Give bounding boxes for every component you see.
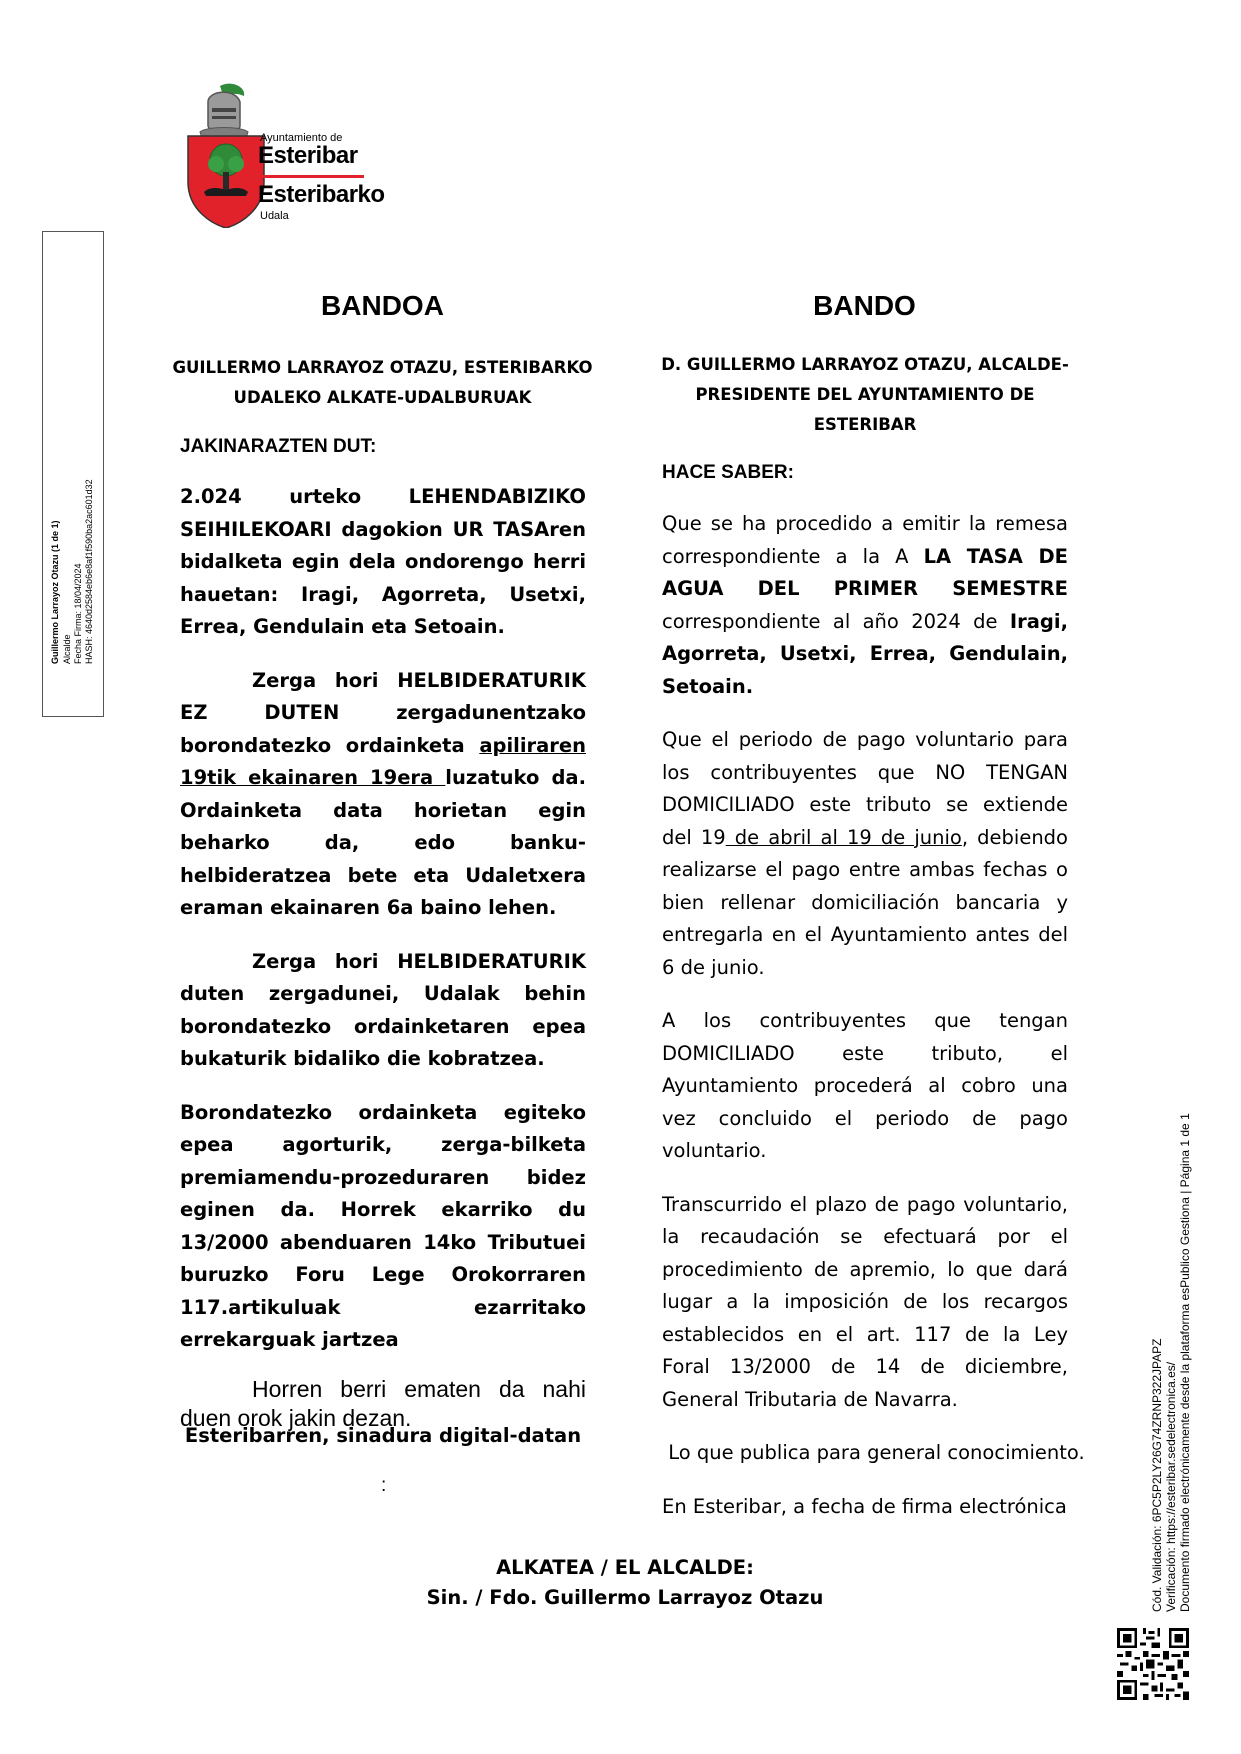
right-heading-line-3: ESTERIBAR: [813, 415, 917, 434]
right-paragraph-1: Que se ha procedido a emitir la remesa correspondiente a la A LA TASA DE AGUA DEL PRIMER SEMESTRE correspondiente al año 2024 de Iragi, Agorreta, Usetxi, Errea, Gendulain, Setoain.: [662, 512, 1068, 698]
validation-code: Cód. Validación: 6PC5P2LY26G74ZRNP322JPAPZ: [1150, 1338, 1164, 1612]
right-paragraph-2: Que el periodo de pago voluntario para los contribuyentes que NO TENGAN DOMICILIADO este tributo se extiende del 19 de abril al 19 de junio, debiendo realizarse el pago entre ambas fechas o bien rellenar domiciliación bancaria y entregarla en el Ayuntamiento antes del 6 de junio.: [662, 728, 1068, 979]
right-paragraph-3: A los contribuyentes que tengan DOMICILIADO este tributo, el Ayuntamiento procederá al cobro una vez concluido el periodo de pago voluntario.: [662, 1009, 1068, 1162]
left-place-date: Esteribarren, sinadura digital-datan: [184, 1424, 582, 1447]
left-paragraph-4: Borondatezko ordainketa egiteko epea agorturik, zerga-bilketa premiamendu-prozeduraren bidez eginen da. Horrek ekarriko du 13/2000 abenduaren 14ko Tributuei buruzko Foru Lege Orokorraren 117.artikuluak ezarritako errekarguak jartzea: [180, 1100, 586, 1351]
right-place-date: En Esteribar, a fecha de firma electrónica: [662, 1494, 1067, 1518]
right-heading-line-2: PRESIDENTE DEL AYUNTAMIENTO DE: [695, 385, 1035, 404]
left-heading-line-2: UDALEKO ALKATE-UDALBURUAK: [233, 388, 532, 407]
signature-stamp-box: [42, 231, 104, 717]
left-paragraph-1: 2.024 urteko LEHENDABIZIKO SEIHILEKOARI dagokion UR TASAren bidalketa egin dela ondorengo herri hauetan: Iragi, Agorreta, Usetxi, Errea, Gendulain eta Setoain.: [180, 485, 586, 638]
right-paragraph-5: Lo que publica para general conocimiento.: [662, 1441, 1085, 1464]
right-heading-line-1: D. GUILLERMO LARRAYOZ OTAZU, ALCALDE-: [661, 355, 1069, 374]
right-date-range: de abril al 19 de junio: [725, 825, 962, 849]
stamp-date: Fecha Firma: 18/04/2024: [73, 563, 83, 664]
left-colon: :: [381, 1475, 387, 1496]
municipal-logo: [186, 82, 406, 228]
right-paragraph-4: Transcurrido el plazo de pago voluntario, la recaudación se efectuará por el procedimiento de apremio, lo que dará lugar a la imposición de los recargos establecidos en el art. 117 de la Ley Foral 13/2000 de 14 de diciembre, General Tributaria de Navarra.: [662, 1192, 1068, 1411]
validation-note: Documento firmado electrónicamente desde la plataforma esPublico Gestiona | Página 1 de 1: [1178, 1113, 1192, 1612]
left-paragraph-5: Horren berri ematen da nahi duen orok jakin dezan.: [180, 1375, 586, 1431]
left-announce-label: JAKINARAZTEN DUT:: [180, 436, 377, 457]
signature-block: [330, 1553, 920, 1613]
qr-code-icon: [1117, 1628, 1189, 1700]
left-heading: [150, 353, 615, 413]
signature-name: Sin. / Fdo. Guillermo Larrayoz Otazu: [426, 1586, 824, 1609]
left-title: BANDOA: [321, 290, 444, 321]
right-paragraphs: [662, 508, 1085, 1523]
stamp-hash: HASH: 4640d2584eb6e8af1f590ba2ac601d32: [84, 479, 94, 664]
left-paragraph-3: Zerga hori HELBIDERATURIK duten zergadunei, Udalak behin borondatezko ordainketaren epea bukaturik bidaliko die kobratzea.: [180, 949, 586, 1070]
left-heading-line-1: GUILLERMO LARRAYOZ OTAZU, ESTERIBARKO: [172, 358, 593, 377]
left-paragraph-2: Zerga hori HELBIDERATURIK EZ DUTEN zergadunentzako borondatezko ordainketa apiliraren 19tik ekainaren 19era luzatuko da. Ordainketa data horietan egin beharko da, edo banku-helbideratzea bete eta Udaletxera eraman ekainaren 6a baino lehen.: [180, 668, 586, 919]
logo-line-3: Esteribarko: [258, 181, 385, 208]
signature-title: ALKATEA / EL ALCALDE:: [496, 1556, 754, 1579]
stamp-role: Alcalde: [62, 634, 72, 664]
validation-url: Verificación: https://esteribar.sedelectronica.es/: [1164, 1361, 1178, 1612]
logo-divider: [260, 175, 364, 178]
coat-of-arms-icon: [186, 82, 266, 228]
left-date-range: apiliraren 19tik ekainaren 19era: [180, 733, 586, 789]
right-heading: [640, 350, 1090, 440]
stamp-signer: Guillermo Larrayoz Otazu (1 de 1): [50, 520, 60, 664]
logo-line-2: Esteribar: [258, 142, 358, 169]
logo-line-4: Udala: [260, 210, 289, 222]
logo-line-1: Ayuntamiento de: [260, 132, 343, 144]
right-title: BANDO: [813, 290, 916, 321]
left-paragraphs: [180, 481, 586, 1433]
right-announce-label: HACE SABER:: [662, 462, 794, 483]
